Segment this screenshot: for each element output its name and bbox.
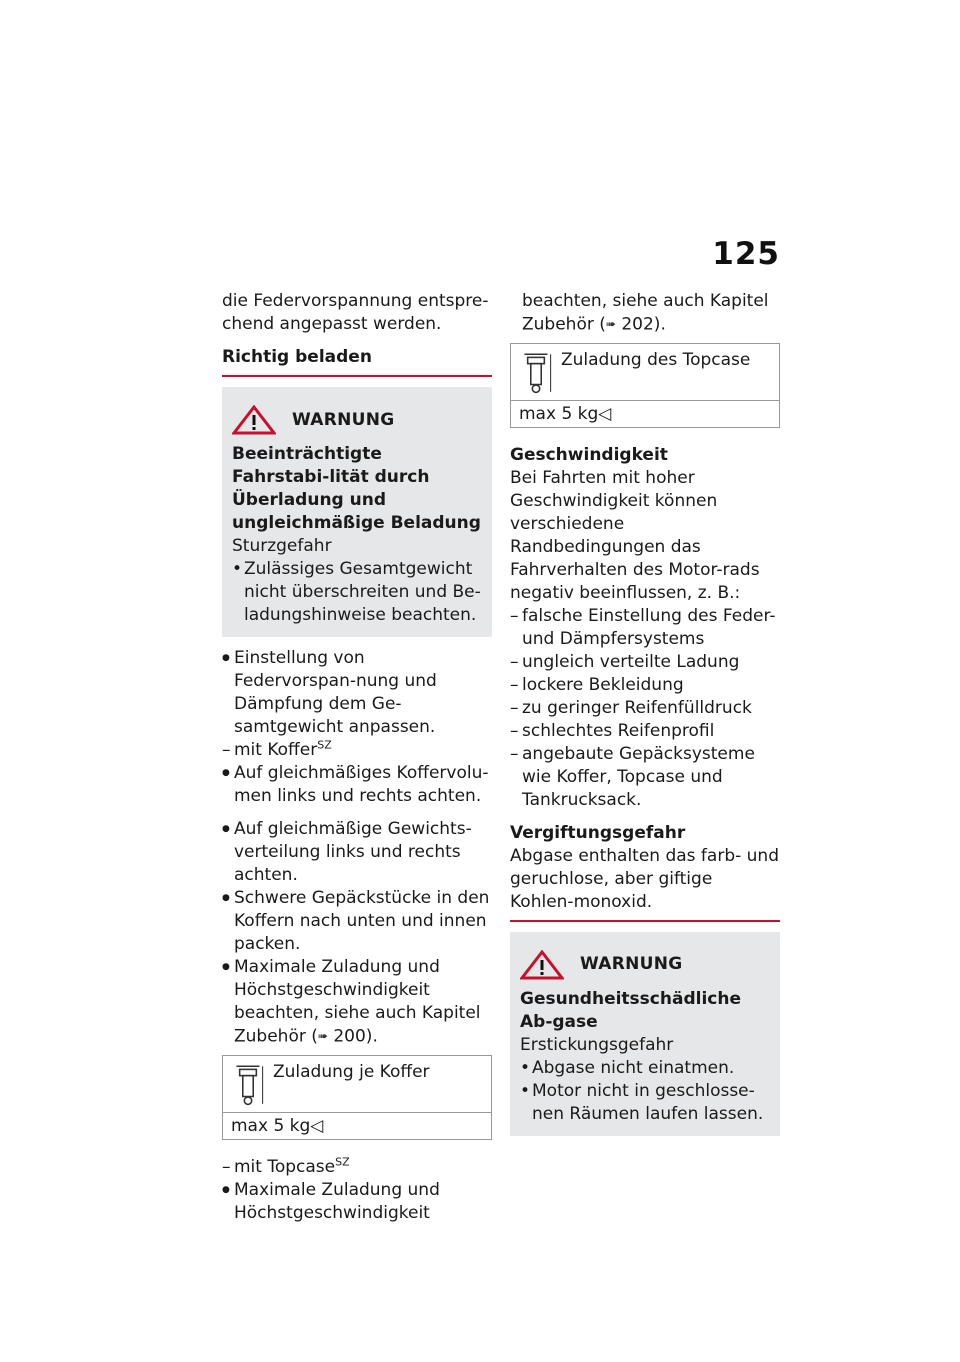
left-column bbox=[222, 290, 492, 1225]
table-label: Zuladung je Koffer bbox=[273, 1061, 430, 1082]
poison-heading: Vergiftungsgefahr bbox=[510, 822, 686, 843]
warning-item: • Motor nicht in geschlosse-nen Räumen laufen lassen. bbox=[520, 1080, 770, 1126]
page-reference[interactable]: 200). bbox=[333, 1026, 378, 1047]
warning-consequence: Erstickungsgefahr bbox=[520, 1034, 674, 1055]
warning-header bbox=[520, 950, 770, 980]
dash-text: mit Koffer bbox=[234, 740, 318, 760]
warning-triangle-icon bbox=[232, 405, 276, 435]
page-reference[interactable]: 202). bbox=[621, 314, 666, 335]
list-item: – ungleich verteilte Ladung bbox=[510, 651, 780, 674]
right-column bbox=[510, 290, 780, 1136]
list-item: – lockere Bekleidung bbox=[510, 674, 780, 697]
load-table bbox=[222, 1055, 492, 1140]
luggage-weight-icon bbox=[511, 344, 561, 400]
warning-title: Beeinträchtigte Fahrstabi-lität durch Überladung und ungleichmäßige Beladung bbox=[232, 444, 481, 533]
list-item: ● Einstellung von Federvorspan-nung und Dämpfung dem Ge-samtgewicht anpassen. bbox=[222, 647, 492, 739]
footnote-mark: SZ bbox=[335, 1154, 350, 1168]
table-value: max 5 kg◁ bbox=[231, 1115, 324, 1136]
list-item: ● Maximale Zuladung und Höchstgeschwindigkeit bbox=[222, 1179, 492, 1225]
dash-text: mit Topcase bbox=[234, 1156, 336, 1177]
arrow-icon: ➠ bbox=[317, 1029, 328, 1043]
list-item: ● Schwere Gepäckstücke in den Koffern nach unten und innen packen. bbox=[222, 887, 492, 956]
list-item: – falsche Einstellung des Feder-und Dämpfersystems bbox=[510, 605, 780, 651]
luggage-weight-icon bbox=[223, 1056, 273, 1112]
section-heading: Richtig beladen bbox=[222, 346, 492, 377]
list-item: – schlechtes Reifenprofil bbox=[510, 720, 780, 743]
warning-label: WARNUNG bbox=[292, 409, 395, 430]
list-item: ● Auf gleichmäßige Gewichts-verteilung links und rechts achten. bbox=[222, 818, 492, 887]
list-item: – zu geringer Reifenfülldruck bbox=[510, 697, 780, 720]
footnote-mark: SZ bbox=[317, 738, 332, 752]
warning-box bbox=[510, 932, 780, 1136]
warning-box bbox=[222, 387, 492, 637]
warning-item: • Zulässiges Gesamtgewicht nicht überschreiten und Be-ladungshinweise beachten. bbox=[232, 558, 482, 627]
table-value: max 5 kg◁ bbox=[519, 403, 612, 424]
item-text: beachten, siehe auch Kapitel Zubehör bbox=[522, 291, 769, 335]
warning-title: Gesundheitsschädliche Ab-gase bbox=[520, 988, 741, 1032]
page-number: 125 bbox=[712, 236, 780, 272]
warning-header bbox=[232, 405, 482, 435]
warning-consequence: Sturzgefahr bbox=[232, 536, 332, 556]
table-label: Zuladung des Topcase bbox=[561, 349, 751, 370]
load-table bbox=[510, 343, 780, 428]
continued-text: beachten, siehe auch Kapitel Zubehör (➠ 202). bbox=[522, 291, 769, 335]
poison-text: Abgase enthalten das farb- und geruchlose, aber giftige Kohlen-monoxid. bbox=[510, 845, 780, 922]
arrow-icon: ➠ bbox=[605, 317, 616, 331]
list-item bbox=[222, 1156, 492, 1179]
warning-item: • Abgase nicht einatmen. bbox=[520, 1057, 770, 1080]
item-text: Maximale Zuladung und Höchstgeschwindigkeit beachten, siehe auch Kapitel Zubehör bbox=[234, 957, 481, 1047]
intro-text: die Federvorspannung entspre-chend angepasst werden. bbox=[222, 291, 489, 334]
speed-text: Bei Fahrten mit hoher Geschwindigkeit können verschiedene Randbedingungen das Fahrverhalten des Motor-rads negativ beeinflussen, z. B.: bbox=[510, 467, 760, 603]
warning-label: WARNUNG bbox=[580, 954, 683, 974]
list-item bbox=[222, 739, 492, 762]
list-item: ● Maximale Zuladung und Höchstgeschwindigkeit beachten, siehe auch Kapitel Zubehör (➠ 200). bbox=[222, 956, 492, 1049]
speed-heading: Geschwindigkeit bbox=[510, 444, 668, 465]
list-item: ● Auf gleichmäßiges Koffervolu-men links und rechts achten. bbox=[222, 762, 492, 808]
list-item: – angebaute Gepäcksysteme wie Koffer, Topcase und Tankrucksack. bbox=[510, 743, 780, 812]
warning-triangle-icon bbox=[520, 950, 564, 980]
